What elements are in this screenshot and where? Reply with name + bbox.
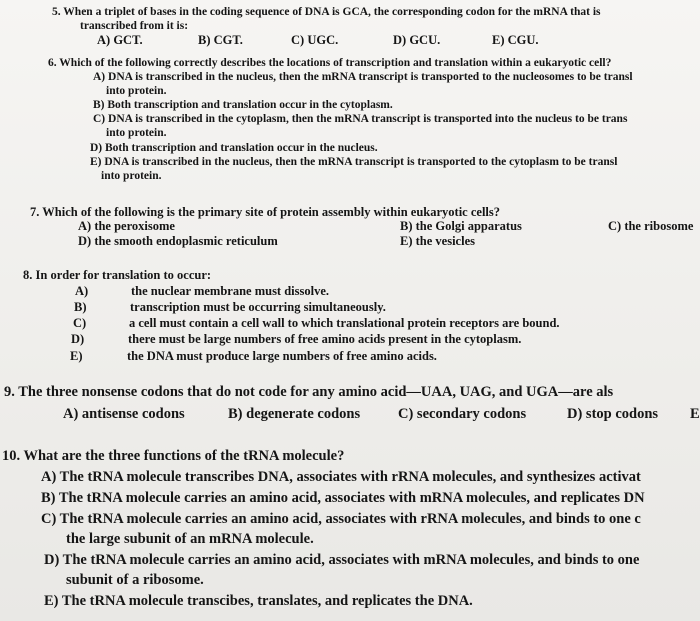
question-5-option-c: C) UGC.	[291, 33, 339, 47]
question-10-option-d-continued: subunit of a ribosome.	[66, 572, 204, 588]
question-10-option-a: A) The tRNA molecule transcribes DNA, associates with rRNA molecules, and synthesizes activat	[41, 469, 641, 485]
question-7-option-b: B) the Golgi apparatus	[400, 219, 522, 233]
question-9-stem: 9. The three nonsense codons that do not code for any amino acid—UAA, UAG, and UGA—are als	[4, 384, 614, 400]
question-8-option-d: there must be large numbers of free amino acids present in the cytoplasm.	[128, 332, 522, 346]
question-7-stem: 7. Which of the following is the primary site of protein assembly within eukaryotic cells?	[30, 205, 501, 219]
question-7-option-d: D) the smooth endoplasmic reticulum	[78, 234, 278, 248]
question-8-option-e: the DNA must produce large numbers of free amino acids.	[127, 349, 437, 363]
question-7-option-e: E) the vesicles	[400, 234, 475, 248]
question-6-option-a: A) DNA is transcribed in the nucleus, then the mRNA transcript is transported to the nucleosomes to be transl	[93, 71, 633, 83]
question-8-option-b: transcription must be occurring simultaneously.	[130, 300, 386, 314]
question-8-letter-d: D)	[71, 332, 85, 346]
question-5-stem-continued: transcribed from it is:	[80, 20, 189, 32]
question-6-stem: 6. Which of the following correctly describes the locations of transcription and translation within a eukaryotic cell?	[48, 57, 612, 69]
question-10-stem: 10. What are the three functions of the tRNA molecule?	[2, 448, 345, 464]
question-7-option-c: C) the ribosome	[608, 219, 694, 233]
question-9-option-b: B) degenerate codons	[228, 406, 361, 422]
question-7-option-a: A) the peroxisome	[78, 219, 175, 233]
question-8-letter-c: C)	[73, 316, 87, 330]
question-10-option-c: C) The tRNA molecule carries an amino acid, associates with rRNA molecules, and binds to one c	[41, 511, 641, 527]
question-10-option-c-continued: the large subunit of an mRNA molecule.	[66, 531, 314, 547]
question-10-option-b: B) The tRNA molecule carries an amino acid, associates with mRNA molecules, and replicates DN	[41, 490, 645, 506]
question-5-option-e: E) CGU.	[492, 33, 539, 47]
question-8-letter-e: E)	[70, 349, 83, 363]
question-9-option-d: D) stop codons	[567, 406, 659, 422]
question-8-option-a: the nuclear membrane must dissolve.	[131, 284, 330, 298]
question-5-stem: 5. When a triplet of bases in the coding sequence of DNA is GCA, the corresponding codon for the mRNA that is	[52, 6, 601, 18]
question-5-option-d: D) GCU.	[393, 33, 441, 47]
question-6-option-b: B) Both transcription and translation occur in the cytoplasm.	[93, 99, 393, 111]
question-5-option-b: B) CGT.	[198, 33, 243, 47]
question-5-option-a: A) GCT.	[97, 33, 143, 47]
question-8-letter-a: A)	[75, 284, 89, 298]
question-9-option-a: A) antisense codons	[63, 406, 185, 422]
question-9-option-e: E	[690, 406, 700, 422]
question-8-stem: 8. In order for translation to occur:	[23, 268, 212, 282]
question-6-option-c-continued: into protein.	[106, 127, 167, 139]
question-6-option-e: E) DNA is transcribed in the nucleus, then the mRNA transcript is transported to the cytoplasm to be transl	[90, 156, 618, 168]
question-8-option-c: a cell must contain a cell wall to which translational protein receptors are bound.	[129, 316, 560, 330]
question-10-option-e: E) The tRNA molecule transcibes, translates, and replicates the DNA.	[44, 593, 473, 609]
question-6-option-c: C) DNA is transcribed in the cytoplasm, then the mRNA transcript is transported into the nucleus to be trans	[93, 113, 628, 125]
question-6-option-e-continued: into protein.	[101, 170, 162, 182]
question-8-letter-b: B)	[74, 300, 87, 314]
question-6-option-a-continued: into protein.	[106, 85, 167, 97]
question-9-option-c: C) secondary codons	[398, 406, 527, 422]
question-6-option-d: D) Both transcription and translation occur in the nucleus.	[90, 142, 378, 154]
question-10-option-d: D) The tRNA molecule carries an amino acid, associates with mRNA molecules, and binds to one	[44, 552, 640, 568]
